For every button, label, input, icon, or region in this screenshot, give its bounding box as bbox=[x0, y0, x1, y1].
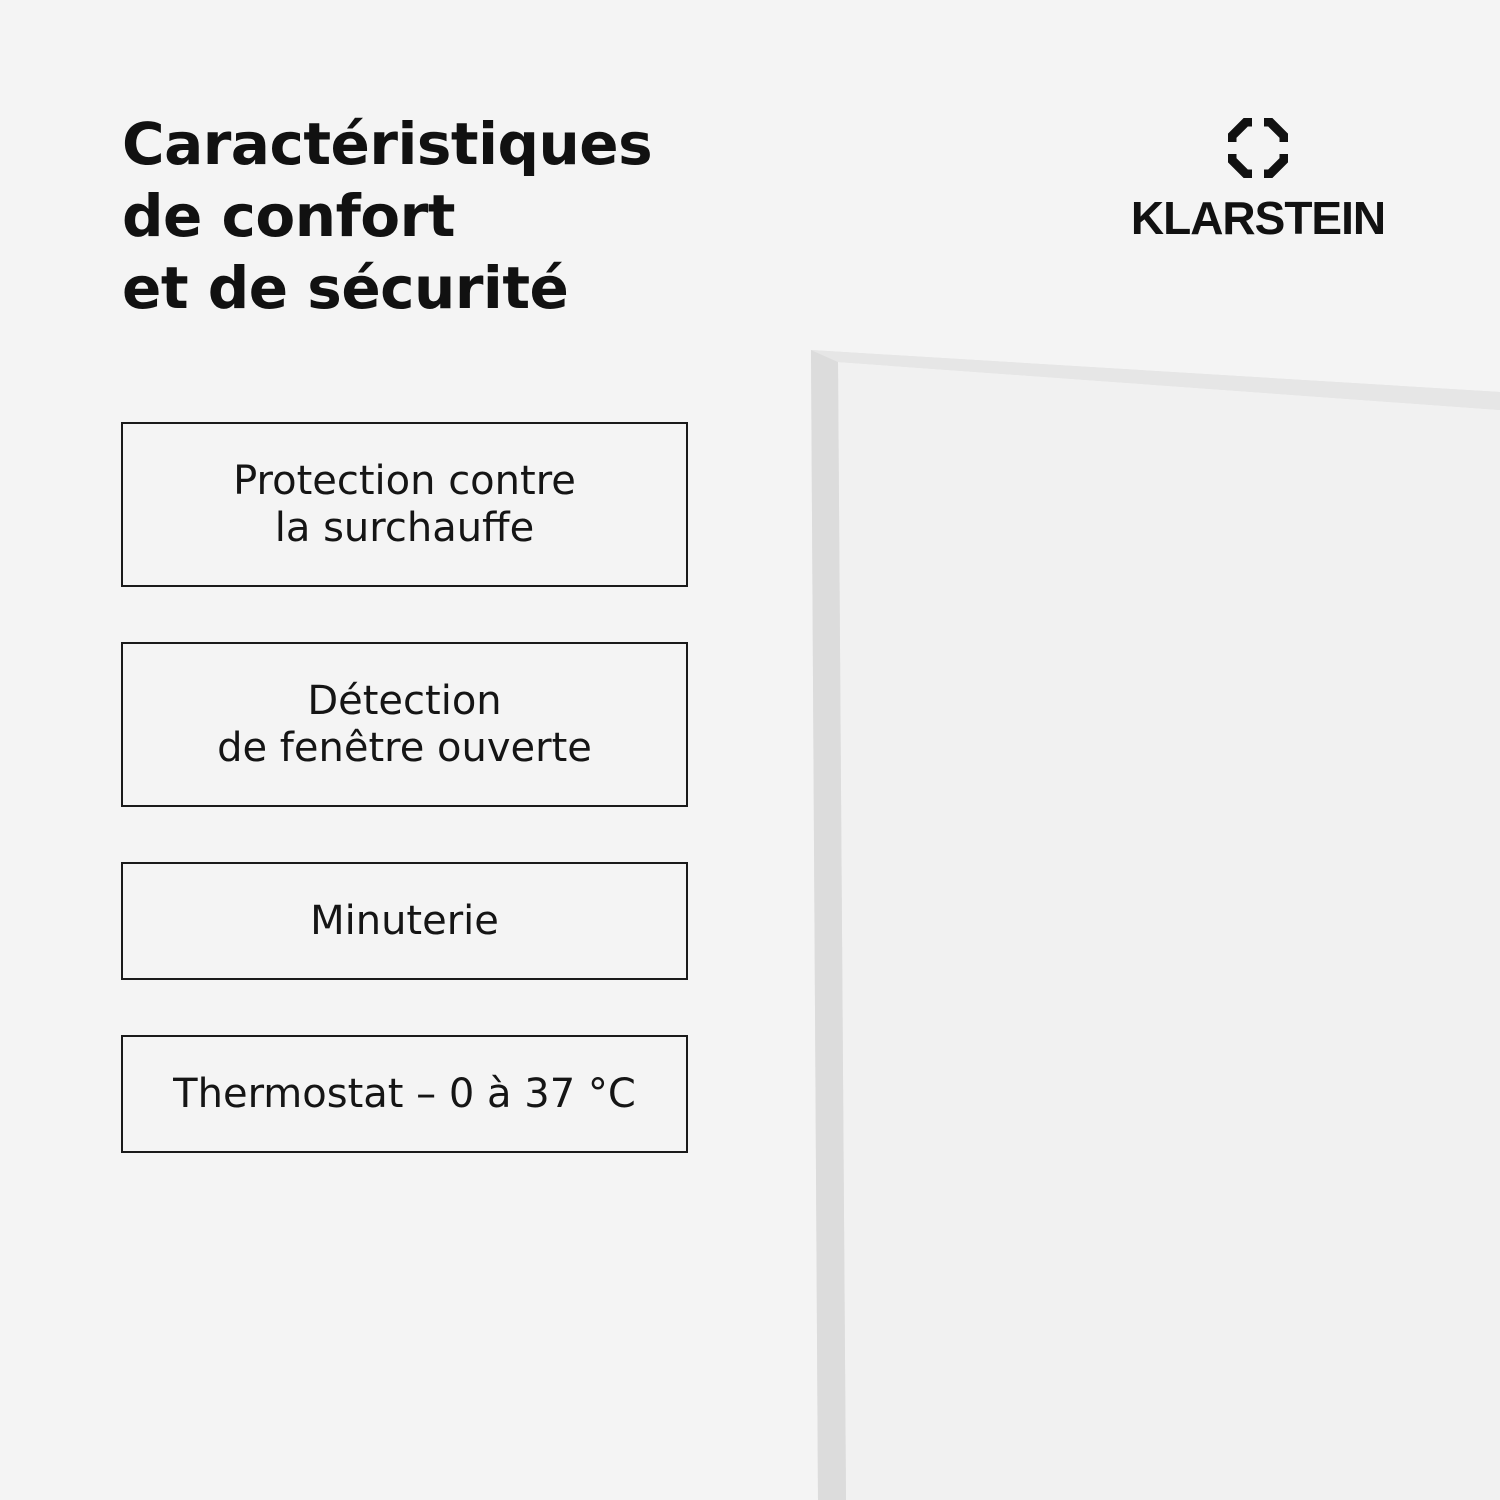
brand-logo bbox=[1120, 118, 1396, 244]
feature-label: Minuterie bbox=[310, 897, 499, 944]
brand-name: KLARSTEIN bbox=[1130, 192, 1386, 244]
feature-label: Thermostat – 0 à 37 °C bbox=[173, 1070, 636, 1117]
feature-label-line-1: Protection contre bbox=[233, 457, 576, 504]
octagon-logo-icon bbox=[1228, 118, 1288, 178]
feature-thermostat bbox=[121, 1035, 688, 1153]
feature-overheat-protection bbox=[121, 422, 688, 587]
feature-label-line-2: la surchauffe bbox=[274, 504, 535, 551]
feature-timer bbox=[121, 862, 688, 980]
feature-label-line-1: Détection bbox=[307, 677, 502, 724]
title-line-2: de confort bbox=[122, 182, 455, 250]
title-line-3: et de sécurité bbox=[122, 254, 569, 322]
page-title bbox=[122, 108, 652, 324]
title-line-1: Caractéristiques bbox=[122, 110, 653, 178]
feature-open-window-detection bbox=[121, 642, 688, 807]
feature-label-line-2: de fenêtre ouverte bbox=[217, 724, 592, 771]
